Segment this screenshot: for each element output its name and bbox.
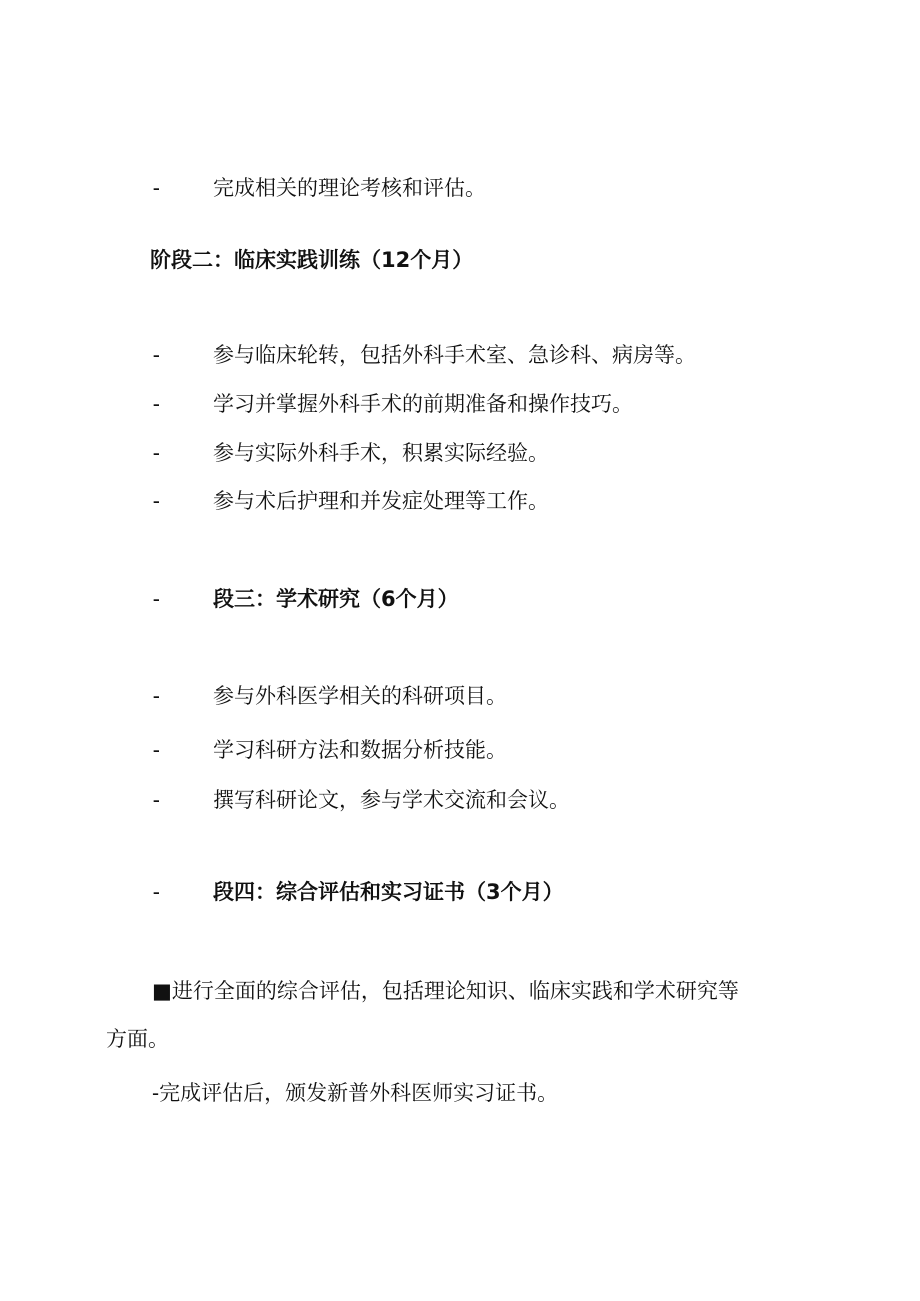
stage2-item-text: 学习并掌握外科手术的前期准备和操作技巧。 [213,392,633,416]
stage2-heading: 阶段二：临床实践训练（12个月） [150,248,474,272]
stage2-item-text: 参与实际外科手术，积累实际经验。 [213,441,549,465]
stage4-heading: 段四：综合评估和实习证书（3个月） [213,880,564,904]
bullet-dash: - [150,738,163,762]
stage2-item-text: 参与术后护理和并发症处理等工作。 [213,489,549,513]
stage3-item-text: 撰写科研论文，参与学术交流和会议。 [213,788,570,812]
stage3-item-text: 参与外科医学相关的科研项目。 [213,684,507,708]
bullet-dash: - [150,441,163,465]
bullet-dash: - [150,880,163,904]
bullet-dash: - [150,489,163,513]
stage3-heading: 段三：学术研究（6个月） [213,587,459,611]
bullet-dash: - [150,788,163,812]
bullet-dash: - [150,684,163,708]
stage4-paragraph-2: -完成评估后，颁发新普外科医师实习证书。 [152,1081,559,1105]
stage4-paragraph-line2: 方面。 [106,1027,169,1051]
stage2-item-text: 参与临床轮转，包括外科手术室、急诊科、病房等。 [213,343,696,367]
bullet-dash: - [150,587,163,611]
bullet-dash: - [150,176,163,200]
stage3-item-text: 学习科研方法和数据分析技能。 [213,738,507,762]
bullet-dash: - [150,392,163,416]
stage1-item-text: 完成相关的理论考核和评估。 [213,176,486,200]
bullet-dash: - [150,343,163,367]
stage4-paragraph-line1: ■进行全面的综合评估，包括理论知识、临床实践和学术研究等 [152,979,739,1003]
